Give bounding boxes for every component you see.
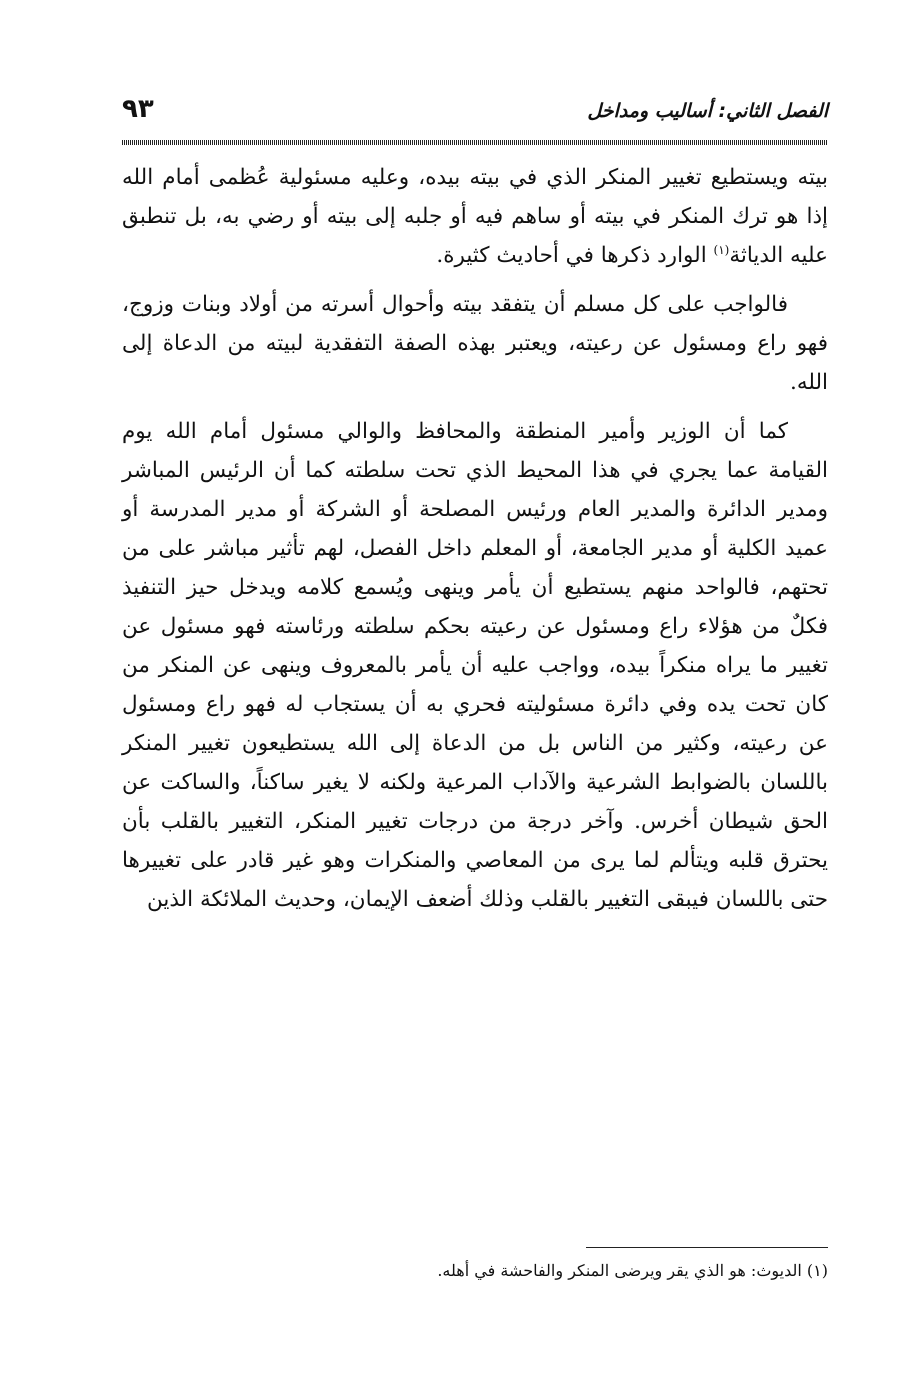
paragraph-2 <box>122 285 828 402</box>
paragraph-1-tail: الوارد ذكرها في أحاديث كثيرة. <box>436 243 714 268</box>
running-title: الفصل الثاني: أساليب ومداخل <box>587 100 828 122</box>
footnote-reference: (١) <box>713 242 730 257</box>
main-text <box>122 158 828 919</box>
footnote: (١) الديوث: هو الذي يقر ويرضى المنكر والفاحشة في أهله. <box>437 1261 828 1280</box>
paragraph-1 <box>122 158 828 275</box>
page-header <box>122 94 828 138</box>
footnote-divider <box>586 1247 828 1248</box>
paragraph-3 <box>122 412 828 919</box>
paragraph-2-text: فالواجب على كل مسلم أن يتفقد بيته وأحوال أسرته من أولاد وبنات وزوج، فهو راع ومسئول عن رعيته، ويعتبر بهذه الصفة التفقدية لبيته من الدعاة إلى الله. <box>122 292 828 395</box>
paragraph-1-text: بيته ويستطيع تغيير المنكر الذي في بيته بيده، وعليه مسئولية عُظمى أمام الله إذا هو ترك المنكر في بيته أو ساهم فيه أو جلبه إلى بيته أو رضي به، بل تنطبق عليه الدياثة <box>122 165 828 268</box>
page-number: ٩٣ <box>122 94 154 124</box>
paragraph-3-text: كما أن الوزير وأمير المنطقة والمحافظ والوالي مسئول أمام الله يوم القيامة عما يجري في هذا المحيط الذي تحت سلطته كما أن الرئيس المباشر ومدير الدائرة والمدير العام ورئيس المصلحة أو الشركة أو مدير المدرسة أو عميد الكلية أو مدير الجامعة، أو المعلم داخل الفصل، لهم تأثير مباشر على من تحتهم، فالواحد منهم يستطيع أن يأمر وينهى ويُسمع كلامه ويدخل حيز التنفيذ فكلٌ من هؤلاء راع ومسئول عن رعيته بحكم سلطته ورئاسته فهو مسئول عن تغيير ما يراه منكراً بيده، وواجب عليه أن يأمر بالمعروف وينهى عن المنكر من كان تحت يده وفي دائرة مسئوليته فحري به أن يستجاب له فهو راع ومسئول عن رعيته، وكثير من الناس بل من الدعاة إلى الله يستطيعون تغيير المنكر باللسان بالضوابط الشرعية والآداب المرعية ولكنه لا يغير ساكناً، والساكت عن الحق شيطان أخرس. وآخر درجة من درجات تغيير المنكر، التغيير بالقلب بأن يحترق قلبه ويتألم لما يرى من المعاصي والمنكرات وهو غير قادر على تغييرها حتى باللسان فيبقى التغيير بالقلب وذلك أضعف الإيمان، وحديث الملائكة الذين <box>122 419 828 912</box>
header-divider <box>122 140 828 145</box>
